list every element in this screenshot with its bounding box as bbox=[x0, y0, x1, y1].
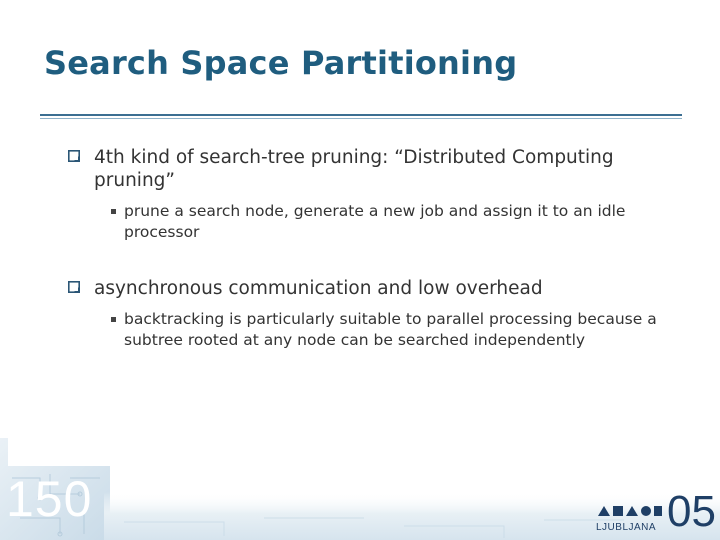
page-number: 150 bbox=[6, 471, 93, 527]
title-rule bbox=[40, 114, 682, 116]
title-rule-thin bbox=[40, 118, 682, 119]
checkbox-square-icon bbox=[68, 281, 80, 293]
logo-year-text: 05 bbox=[667, 487, 716, 536]
bullet-text: 4th kind of search-tree pruning: “Distributed Computing pruning” bbox=[94, 147, 614, 191]
sub-bullet-text: prune a search node, generate a new job and assign it to an idle processor bbox=[124, 202, 626, 241]
checkbox-square-icon bbox=[68, 150, 80, 162]
bullet-item bbox=[68, 277, 668, 300]
slide-content bbox=[68, 146, 668, 351]
logo-city-text: LJUBLJANA bbox=[596, 522, 657, 533]
small-square-icon bbox=[111, 209, 116, 214]
slide-title: Search Space Partitioning bbox=[44, 44, 518, 82]
small-square-icon bbox=[111, 317, 116, 322]
bullet-text: asynchronous communication and low overhead bbox=[94, 278, 543, 299]
bullet-item bbox=[68, 146, 668, 192]
sub-bullet-item bbox=[68, 309, 668, 351]
sub-bullet-text: backtracking is particularly suitable to parallel processing because a subtree rooted at any node can be searched independently bbox=[124, 310, 657, 349]
sub-bullet-item bbox=[68, 201, 668, 243]
